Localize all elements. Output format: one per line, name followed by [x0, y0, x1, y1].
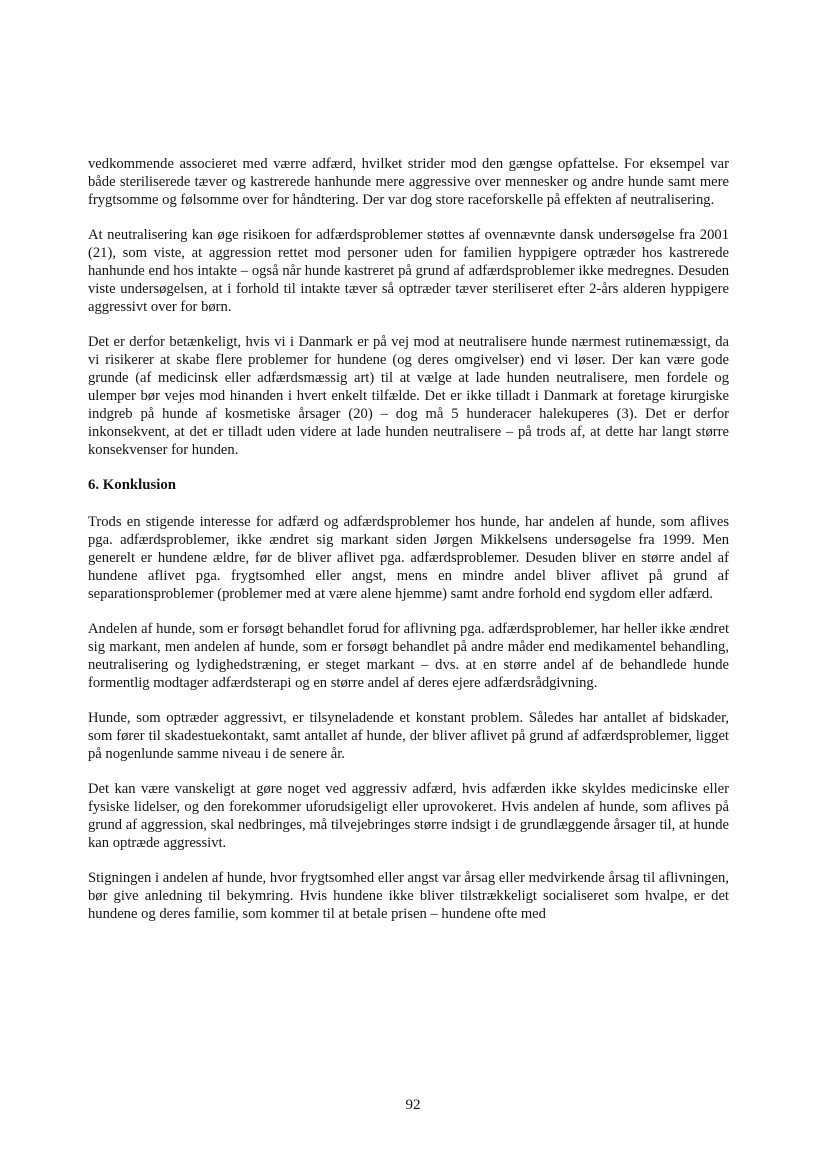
page-number: 92 [405, 1097, 421, 1113]
paragraph: Det er derfor betænkeligt, hvis vi i Danmark er på vej mod at neutralisere hunde nærmest rutinemæssigt, da vi risikerer at skabe flere problemer for hundene (og deres omgivelser) end vi løser. Der kan være gode grunde (af medicinsk eller adfærdsmæssig art) til at vælge at lade hunden neutralisere, men fordele og ulemper bør vejes mod hinanden i hvert enkelt tilfælde. Det er ikke tilladt i Danmark at foretage kirurgiske indgreb på hunde af kosmetiske årsager (20) – dog må 5 hunderacer halekuperes (3). Det er derfor inkonsekvent, at det er tilladt uden videre at lade hunden neutralisere – på trods af, at dette har langt større konsekvenser for hunden. [88, 334, 729, 458]
paragraph: At neutralisering kan øge risikoen for adfærdsproblemer støttes af ovennævnte dansk undersøgelse fra 2001 (21), som viste, at aggression rettet mod personer uden for familien hyppigere optræder hos kastrerede hanhunde end hos intakte – også når hunde kastreret på grund af adfærdsproblemer ikke medregnes. Desuden viste undersøgelsen, at i forhold til intakte tæver så optræder tæver steriliseret efter 2-års alderen hyppigere aggressivt over for børn. [88, 227, 729, 315]
paragraph: Stigningen i andelen af hunde, hvor frygtsomhed eller angst var årsag eller medvirkende årsag til aflivningen, bør give anledning til bekymring. Hvis hundene ikke bliver tilstrækkeligt socialiseret som hvalpe, er det hundene og deres familie, som kommer til at betale prisen – hundene ofte med [88, 870, 729, 922]
section-heading: 6. Konklusion [88, 477, 177, 493]
paragraph: Trods en stigende interesse for adfærd og adfærdsproblemer hos hunde, har andelen af hunde, som aflives pga. adfærdsproblemer, ikke ændret sig markant siden Jørgen Mikkelsens undersøgelse fra 1999. Men generelt er hundene ældre, før de bliver aflivet pga. adfærdsproblemer. Desuden bliver en større andel af hundene aflivet pga. frygtsomhed eller angst, mens en mindre andel bliver aflivet på grund af separationsproblemer (problemer med at være alene hjemme) samt andre forhold end sygdom eller adfærd. [88, 514, 729, 602]
paragraph: vedkommende associeret med værre adfærd, hvilket strider mod den gængse opfattelse. For eksempel var både steriliserede tæver og kastrerede hanhunde mere aggressive over mennesker og andre hunde samt mere frygtsomme og følsomme over for håndtering. Der var dog store raceforskelle på effekten af neutralisering. [88, 156, 729, 208]
page-body [88, 155, 729, 940]
paragraph: Hunde, som optræder aggressivt, er tilsyneladende et konstant problem. Således har antallet af bidskader, som fører til skadestuekontakt, samt antallet af hunde, der bliver aflivet på grund af adfærdsproblemer, ligget på nogenlunde samme niveau i de senere år. [88, 710, 729, 762]
paragraph: Det kan være vanskeligt at gøre noget ved aggressiv adfærd, hvis adfærden ikke skyldes medicinske eller fysiske lidelser, og den forekommer uforudsigeligt eller uprovokeret. Hvis andelen af hunde, som aflives på grund af aggression, skal nedbringes, må tilvejebringes større indsigt i de grundlæggende årsager til, at hunde kan optræde aggressivt. [88, 781, 729, 851]
paragraph: Andelen af hunde, som er forsøgt behandlet forud for aflivning pga. adfærdsproblemer, har heller ikke ændret sig markant, men andelen af hunde, som er forsøgt behandlet på andre måder end medikamentel behandling, neutralisering og lydighedstræning, er steget markant – dvs. at en større andel af de behandlede hunde formentlig modtager adfærdsterapi og en større andel af deres ejere adfærdsrådgivning. [88, 621, 729, 691]
